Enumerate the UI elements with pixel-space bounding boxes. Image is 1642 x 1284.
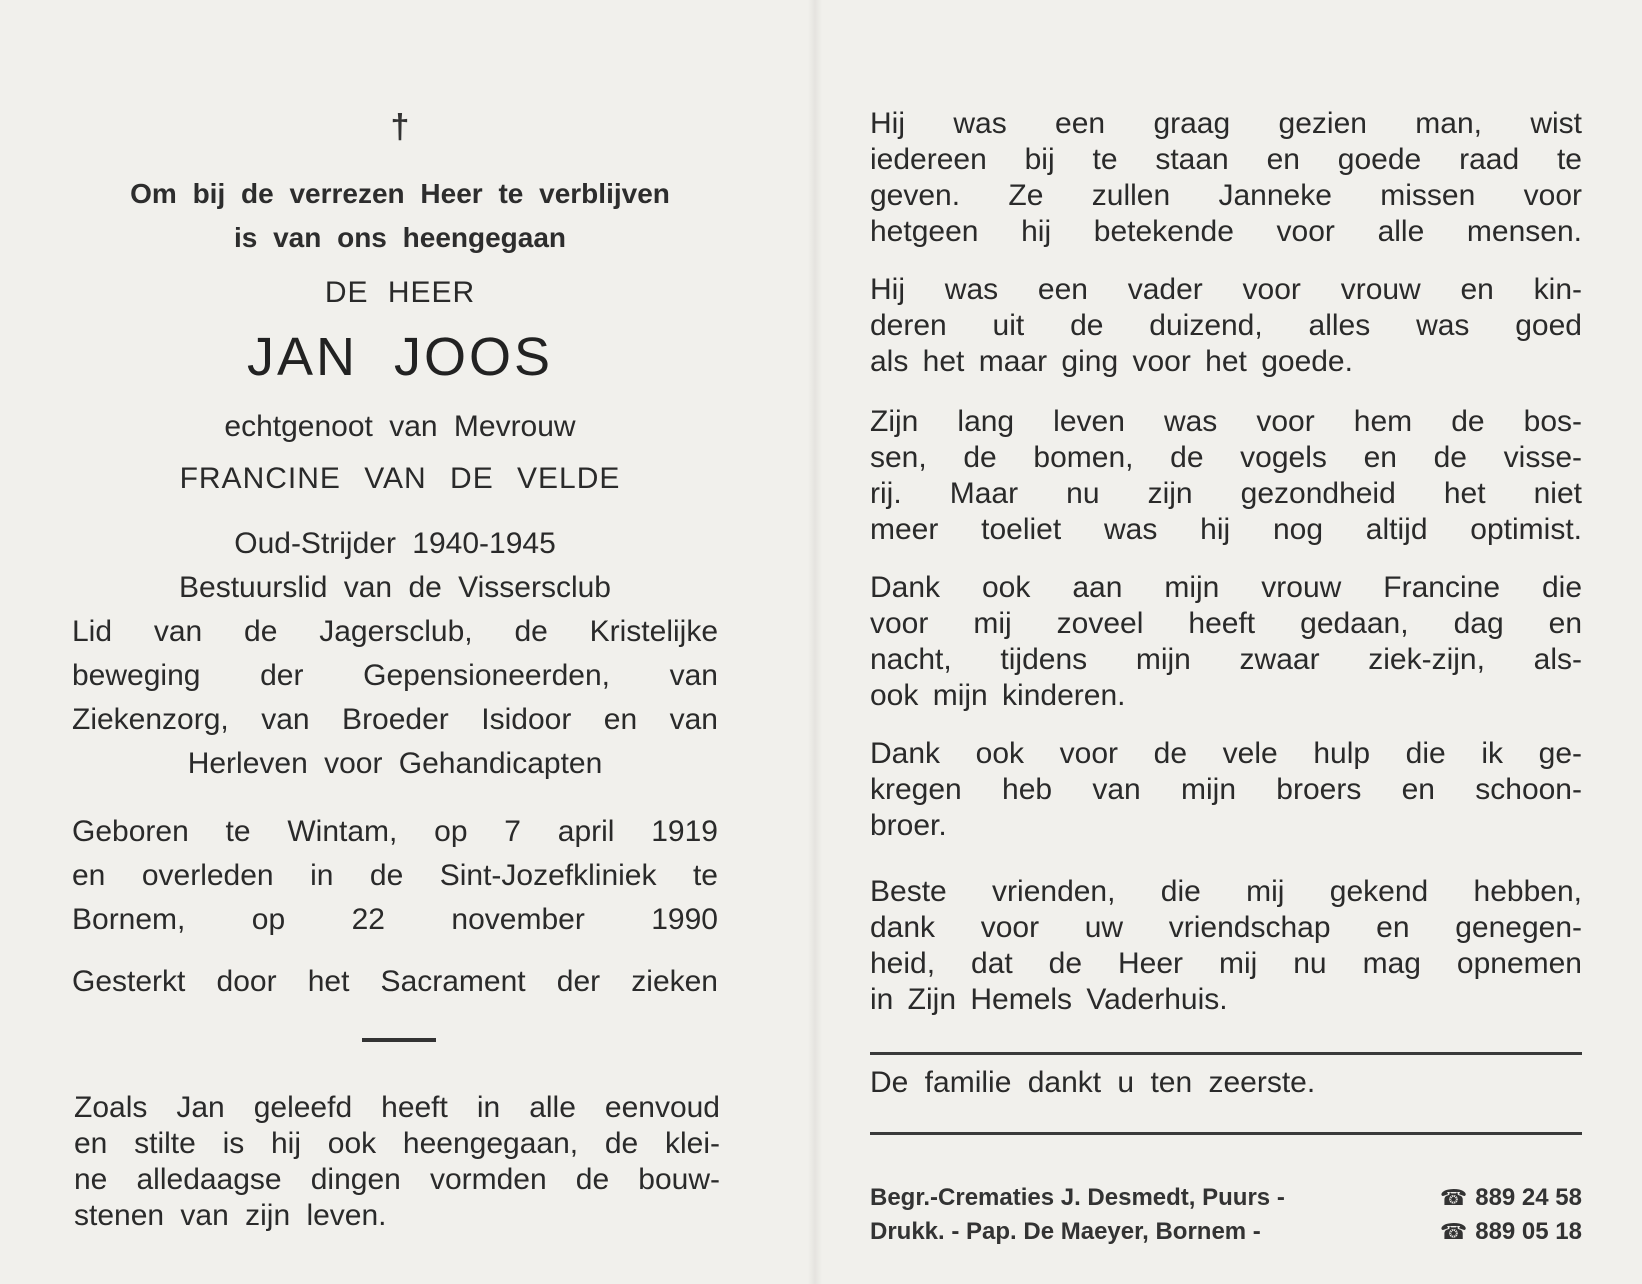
sacrament-line: Gesterkt door het Sacrament der zieken [72,965,718,998]
printer-credit [870,1184,1582,1212]
intro-text [60,172,740,260]
paragraph-line: rij. Maar nu zijn gezondheid het niet [870,477,1582,510]
separator-dash [362,1038,436,1042]
memory-line: en stilte is hij ook heengegaan, de klei- [74,1127,720,1160]
role-line: Lid van de Jagersclub, de Kristelijke [72,615,718,648]
paragraph-line: broer. [870,809,947,842]
divider-line [870,1052,1582,1055]
paragraph [870,404,1582,548]
printer-phone [1440,1184,1582,1212]
paragraph [870,272,1582,380]
birth-line: Bornem, op 22 november 1990 [72,903,718,936]
phone-number: 889 24 58 [1475,1184,1582,1211]
cross-icon: † [390,108,410,146]
paragraph-line: Zijn lang leven was voor hem de bos- [870,405,1582,438]
paragraph-line: Hij was een graag gezien man, wist [870,107,1582,140]
paragraph [870,570,1582,714]
paragraph [870,106,1582,250]
paragraph-line: hetgeen hij betekende voor alle mensen. [870,215,1582,248]
paragraph-line: sen, de bomen, de vogels en de visse- [870,441,1582,474]
family-thanks: De familie dankt u ten zeerste. [870,1066,1316,1099]
birth-line: Geboren te Wintam, op 7 april 1919 [72,815,718,848]
birth-death-info [72,810,718,942]
role-line: Oud-Strijder 1940-1945 [234,527,556,560]
paragraph-line: kregen heb van mijn broers en schoon- [870,773,1582,806]
telephone-icon: ☎ [1439,1219,1468,1244]
divider-line [870,1132,1582,1135]
role-line: Bestuurslid van de Vissersclub [179,571,611,604]
paragraph-line: Hij was een vader voor vrouw en kin- [870,273,1582,306]
role-line: Ziekenzorg, van Broeder Isidoor en van [72,703,718,736]
paragraph-line: deren uit de duizend, alles was goed [870,309,1582,342]
paragraph [870,874,1582,1018]
spouse-label: echtgenoot van Mevrouw [224,410,576,443]
paragraph-line: Dank ook aan mijn vrouw Francine die [870,571,1582,604]
paragraph [870,736,1582,844]
paragraph-line: heid, dat de Heer mij nu mag opnemen [870,947,1582,980]
paragraph-line: meer toeliet was hij nog altijd optimist. [870,513,1582,546]
spouse-name: FRANCINE VAN DE VELDE [179,462,621,495]
paragraph-line: geven. Ze zullen Janneke missen voor [870,179,1582,212]
memory-text [74,1090,720,1234]
paragraph-line: nacht, tijdens mijn zwaar ziek-zijn, als- [870,643,1582,676]
roles-list [72,522,718,786]
paragraph-line: als het maar ging voor het goede. [870,345,1353,378]
birth-line: en overleden in de Sint-Jozefkliniek te [72,859,718,892]
memory-line: stenen van zijn leven. [74,1199,387,1232]
intro-line: is van ons heengegaan [233,222,567,253]
printer-phone [1440,1218,1582,1246]
memory-line: Zoals Jan geleefd heeft in alle eenvoud [74,1091,720,1124]
deceased-name: JAN JOOS [246,327,554,387]
memory-line: ne alledaagse dingen vormden de bouw- [74,1163,720,1196]
card-fold [808,0,822,1284]
paragraph-line: dank voor uw vriendschap en genegen- [870,911,1582,944]
printer-credit [870,1218,1582,1246]
paragraph-line: Dank ook voor de vele hulp die ik ge- [870,737,1582,770]
paragraph-line: ook mijn kinderen. [870,679,1126,712]
printer-name: Begr.-Crematies J. Desmedt, Puurs - [870,1184,1285,1211]
paragraph-line: in Zijn Hemels Vaderhuis. [870,983,1228,1016]
phone-number: 889 05 18 [1475,1218,1582,1245]
telephone-icon: ☎ [1439,1185,1468,1210]
paragraph-line: voor mij zoveel heeft gedaan, dag en [870,607,1582,640]
paragraph-line: iedereen bij te staan en goede raad te [870,143,1582,176]
paragraph-line: Beste vrienden, die mij gekend hebben, [870,875,1582,908]
role-line: Herleven voor Gehandicapten [187,747,603,780]
printer-name: Drukk. - Pap. De Maeyer, Bornem - [870,1218,1261,1245]
role-line: beweging der Gepensioneerden, van [72,659,718,692]
honorific-title: DE HEER [324,276,476,309]
intro-line: Om bij de verrezen Heer te verblijven [130,178,670,209]
